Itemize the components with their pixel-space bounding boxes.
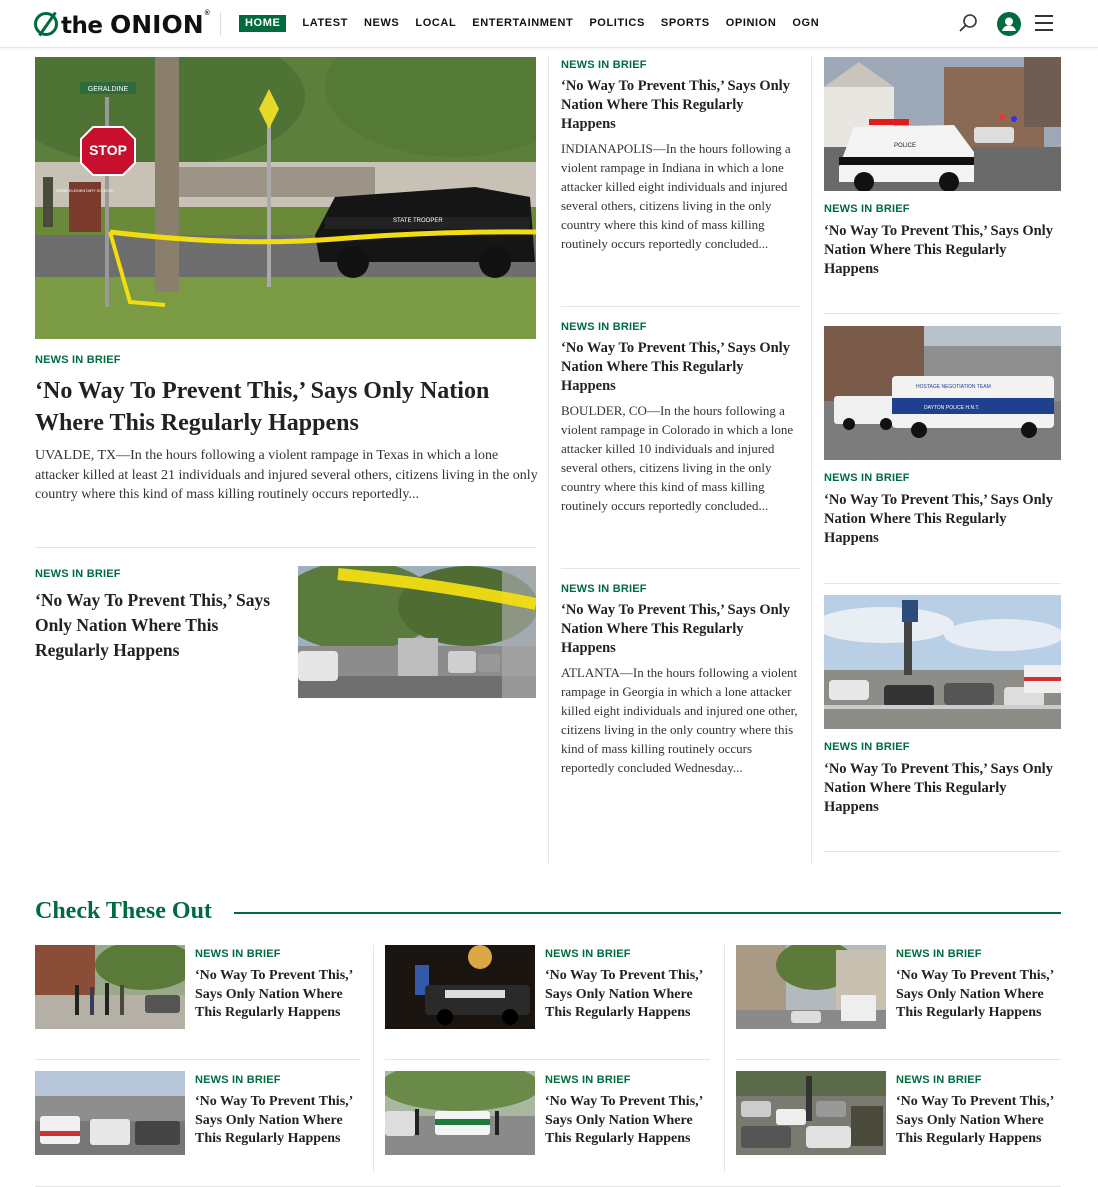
nav-divider [220, 12, 221, 36]
cto-item-1-headline[interactable]: ‘No Way To Prevent This,’ Says Only Nation Where This Regularly Happens [195, 968, 353, 1020]
cto-item-1-kicker[interactable]: NEWS IN BRIEF [195, 948, 281, 960]
lead-headline[interactable]: ‘No Way To Prevent This,’ Says Only Nation Where This Regularly Happens [35, 378, 490, 436]
cto-item-6-kicker[interactable]: NEWS IN BRIEF [896, 1074, 982, 1086]
right-divider-1 [824, 313, 1061, 314]
cto-item-4-headline[interactable]: ‘No Way To Prevent This,’ Says Only Nation Where This Regularly Happens [195, 1094, 353, 1146]
middle-story-1-headline[interactable]: ‘No Way To Prevent This,’ Says Only Nation Where This Regularly Happens [561, 78, 790, 132]
right-divider-3 [824, 851, 1061, 852]
cto-item-2-image[interactable] [385, 945, 535, 1029]
cto-item-4-image[interactable] [35, 1071, 185, 1155]
logo-the: the [61, 12, 103, 39]
cto-divider-h-2 [385, 1059, 710, 1060]
logo-registered: ® [204, 9, 210, 17]
cto-item-2-kicker[interactable]: NEWS IN BRIEF [545, 948, 631, 960]
cto-item-6-headline[interactable]: ‘No Way To Prevent This,’ Says Only Nation Where This Regularly Happens [896, 1094, 1054, 1146]
middle-story-3-excerpt: ATLANTA—In the hours following a violent rampage in Georgia in which a lone attacker killed eight individuals and injured one other, citizens living in the only country where this kind of mass killing routinely occurs reportedly concluded Wednesday... [561, 665, 798, 775]
cto-item-5-image[interactable] [385, 1071, 535, 1155]
middle-story-2-excerpt: BOULDER, CO—In the hours following a violent rampage in Colorado in which a lone attacker killed 10 individuals and injured several others, citizens living in the only country where this kind of mass killing routinely occurs reportedly concluded... [561, 403, 794, 513]
right-story-2-dayton-text: DAYTON POLICE H.N.T. [924, 405, 980, 411]
user-icon[interactable] [997, 12, 1021, 36]
second-story-image[interactable] [298, 566, 536, 698]
trooper-vehicle-text: STATE TROOPER [393, 218, 443, 224]
column-divider-right [811, 57, 812, 863]
cto-item-1-image[interactable] [35, 945, 185, 1029]
right-story-3-headline[interactable]: ‘No Way To Prevent This,’ Says Only Nation Where This Regularly Happens [824, 761, 1053, 815]
right-story-2-headline[interactable]: ‘No Way To Prevent This,’ Says Only Nation Where This Regularly Happens [824, 492, 1053, 546]
cto-item-4-kicker[interactable]: NEWS IN BRIEF [195, 1074, 281, 1086]
right-story-1-police-text: POLICE [894, 143, 917, 149]
cto-item-3-image[interactable] [736, 945, 886, 1029]
lead-kicker[interactable]: NEWS IN BRIEF [35, 354, 121, 366]
nav-news[interactable]: NEWS [363, 17, 400, 29]
right-story-3-image[interactable] [824, 595, 1061, 729]
right-story-2-image[interactable] [824, 326, 1061, 460]
middle-story-2-headline[interactable]: ‘No Way To Prevent This,’ Says Only Nation Where This Regularly Happens [561, 340, 790, 394]
nav-latest[interactable]: LATEST [302, 17, 348, 29]
cto-item-3-kicker[interactable]: NEWS IN BRIEF [896, 948, 982, 960]
middle-story-1-kicker[interactable]: NEWS IN BRIEF [561, 59, 647, 71]
nav-home[interactable]: HOME [239, 15, 286, 32]
site-header [0, 0, 1098, 48]
nav-opinion[interactable]: OPINION [725, 17, 777, 29]
cto-item-3-headline[interactable]: ‘No Way To Prevent This,’ Says Only Nation Where This Regularly Happens [896, 968, 1054, 1020]
check-these-out-title: Check These Out [35, 898, 212, 924]
middle-divider-1 [561, 306, 800, 307]
right-story-1-kicker[interactable]: NEWS IN BRIEF [824, 203, 910, 215]
nav-local[interactable]: LOCAL [415, 17, 457, 29]
middle-story-3-kicker[interactable]: NEWS IN BRIEF [561, 583, 647, 595]
middle-story-1[interactable] [561, 59, 801, 253]
logo-onion: ONION [109, 9, 204, 39]
logo-wordmark [61, 10, 209, 39]
middle-divider-2 [561, 568, 800, 569]
nav-entertainment[interactable]: ENTERTAINMENT [472, 17, 574, 29]
lead-excerpt: UVALDE, TX—In the hours following a violent rampage in Texas in which a lone attacker killed at least 21 individuals and injured several others, citizens living in the only country where this kind of mass killing routinely occurs reportedly... [35, 448, 538, 502]
cto-divider-h-3 [736, 1059, 1061, 1060]
cto-divider-v-1 [373, 945, 374, 1172]
second-kicker[interactable]: NEWS IN BRIEF [35, 568, 121, 580]
column-divider-left [548, 57, 549, 863]
cto-item-5-kicker[interactable]: NEWS IN BRIEF [545, 1074, 631, 1086]
middle-story-3-headline[interactable]: ‘No Way To Prevent This,’ Says Only Nation Where This Regularly Happens [561, 602, 790, 656]
main-nav [239, 15, 835, 32]
menu-icon[interactable] [1035, 15, 1053, 31]
cto-item-5-headline[interactable]: ‘No Way To Prevent This,’ Says Only Nation Where This Regularly Happens [545, 1094, 703, 1146]
right-divider-2 [824, 583, 1061, 584]
cto-divider-v-2 [724, 945, 725, 1172]
right-story-1-headline[interactable]: ‘No Way To Prevent This,’ Says Only Nation Where This Regularly Happens [824, 223, 1053, 277]
right-story-3-kicker[interactable]: NEWS IN BRIEF [824, 741, 910, 753]
nav-politics[interactable]: POLITICS [589, 17, 645, 29]
middle-story-3[interactable] [561, 583, 801, 777]
cto-item-2-headline[interactable]: ‘No Way To Prevent This,’ Says Only Nation Where This Regularly Happens [545, 968, 703, 1020]
onion-logo[interactable] [34, 9, 209, 39]
street-sign-text: GERALDINE [87, 86, 129, 93]
right-story-2-kicker[interactable]: NEWS IN BRIEF [824, 472, 910, 484]
right-story-2-hnt-text: HOSTAGE NEGOTIATION TEAM [916, 384, 991, 390]
middle-story-2-kicker[interactable]: NEWS IN BRIEF [561, 321, 647, 333]
cto-divider-h-1 [35, 1059, 360, 1060]
nav-ogn[interactable]: OGN [792, 17, 820, 29]
right-story-1-image[interactable] [824, 57, 1061, 191]
second-headline[interactable]: ‘No Way To Prevent This,’ Says Only Nation Where This Regularly Happens [35, 590, 271, 660]
lead-divider [35, 547, 536, 548]
stop-sign-text: STOP [89, 142, 127, 158]
middle-story-2[interactable] [561, 321, 801, 515]
check-these-out-rule [234, 912, 1061, 914]
middle-story-1-excerpt: INDIANAPOLIS—In the hours following a violent rampage in Indiana in which a lone attacker killed eight individuals and injured several others, citizens living in the only country where this kind of mass killing routinely occurs reportedly concluded... [561, 141, 791, 251]
cto-item-6-image[interactable] [736, 1071, 886, 1155]
search-icon[interactable] [958, 13, 978, 33]
nav-sports[interactable]: SPORTS [660, 17, 710, 29]
onion-leaf-icon [34, 12, 58, 36]
school-sign-text: ROBB ELEMENTARY SCHOOL [56, 188, 114, 193]
lead-story-image[interactable] [35, 57, 536, 339]
